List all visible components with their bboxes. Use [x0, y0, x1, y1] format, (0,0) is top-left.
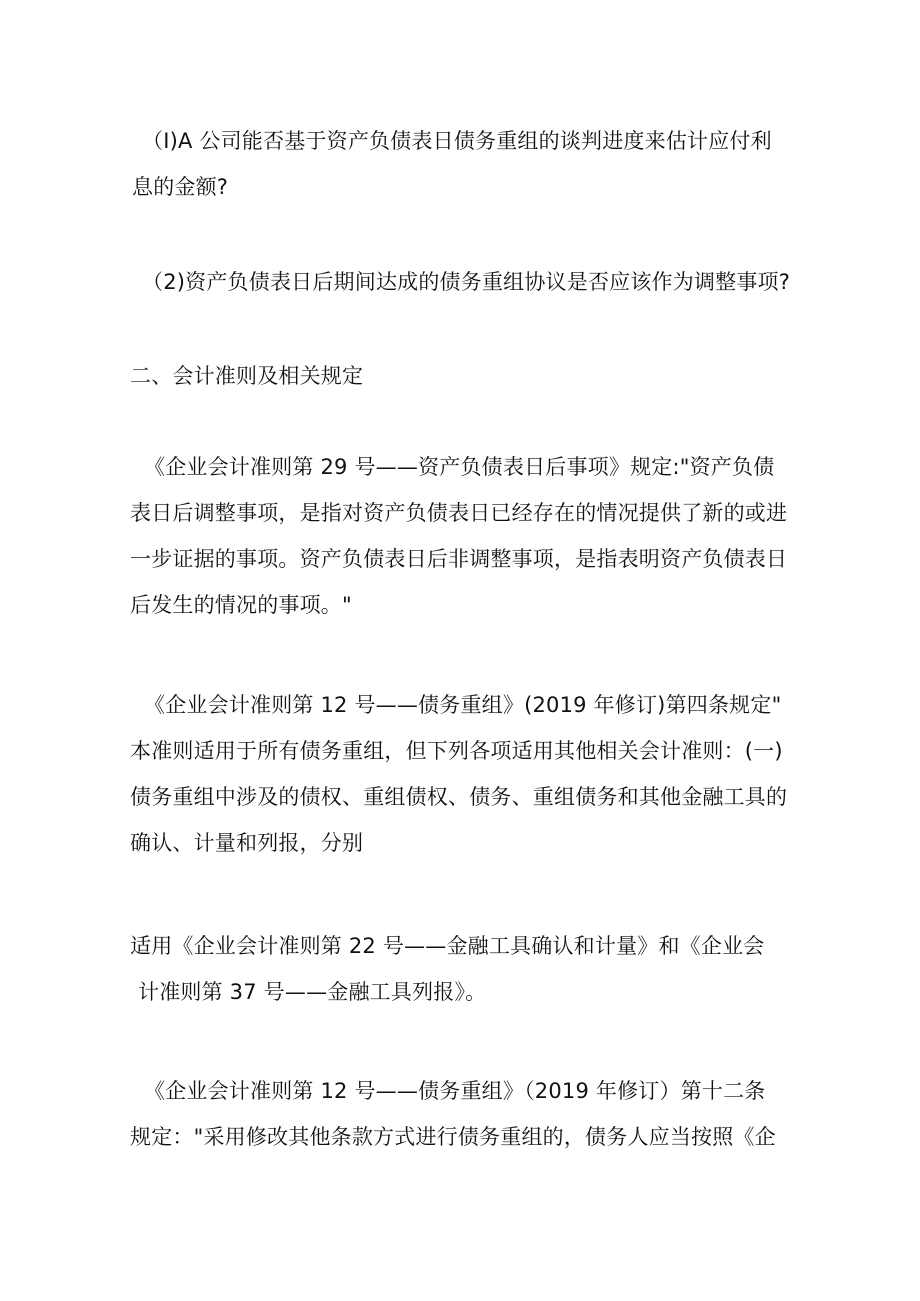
text-line: 息的金额?: [132, 175, 229, 199]
section-heading: [130, 353, 820, 399]
text-line: 一步证据的事项。资产负债表日后非调整事项，是指表明资产负债表日: [130, 547, 788, 571]
question-1: [132, 118, 832, 210]
paragraph-cas22-37: [130, 923, 820, 1015]
text-line: 确认、计量和列报，分别: [130, 831, 364, 855]
text-line: 债务重组中涉及的债权、重组债权、债务、重组债务和其他金融工具的: [130, 785, 788, 809]
text-line: 计准则第 37 号——金融工具列报》。: [138, 980, 487, 1004]
paragraph-cas29: [130, 444, 820, 628]
paragraph-cas12-art4: [130, 682, 820, 866]
paragraph-cas12-art12: [130, 1068, 820, 1160]
text-line: 《企业会计准则第 12 号——债务重组》(2019 年修订)第四条规定": [144, 693, 782, 717]
text-line: 《企业会计准则第 29 号——资产负债表日后事项》规定:"资产负债: [144, 455, 775, 479]
text-line: 规定："采用修改其他条款方式进行债务重组的，债务人应当按照《企: [130, 1125, 776, 1149]
section-title: 二、会计准则及相关规定: [130, 364, 364, 388]
text-line: （2)资产负债表日后期间达成的债务重组协议是否应该作为调整事项?: [142, 270, 791, 294]
text-line: 适用《企业会计准则第 22 号——金融工具确认和计量》和《企业会: [130, 934, 765, 958]
text-line: 本准则适用于所有债务重组，但下列各项适用其他相关会计准则：(一): [130, 739, 783, 763]
text-line: 后发生的情况的事项。": [130, 593, 352, 617]
question-2: [142, 259, 832, 305]
text-line: 《企业会计准则第 12 号——债务重组》（2019 年修订）第十二条: [144, 1079, 766, 1103]
text-line: （I)A 公司能否基于资产负债表日债务重组的谈判进度来估计应付利: [142, 129, 772, 153]
text-line: 表日后调整事项，是指对资产负债表日已经存在的情况提供了新的或进: [130, 501, 788, 525]
